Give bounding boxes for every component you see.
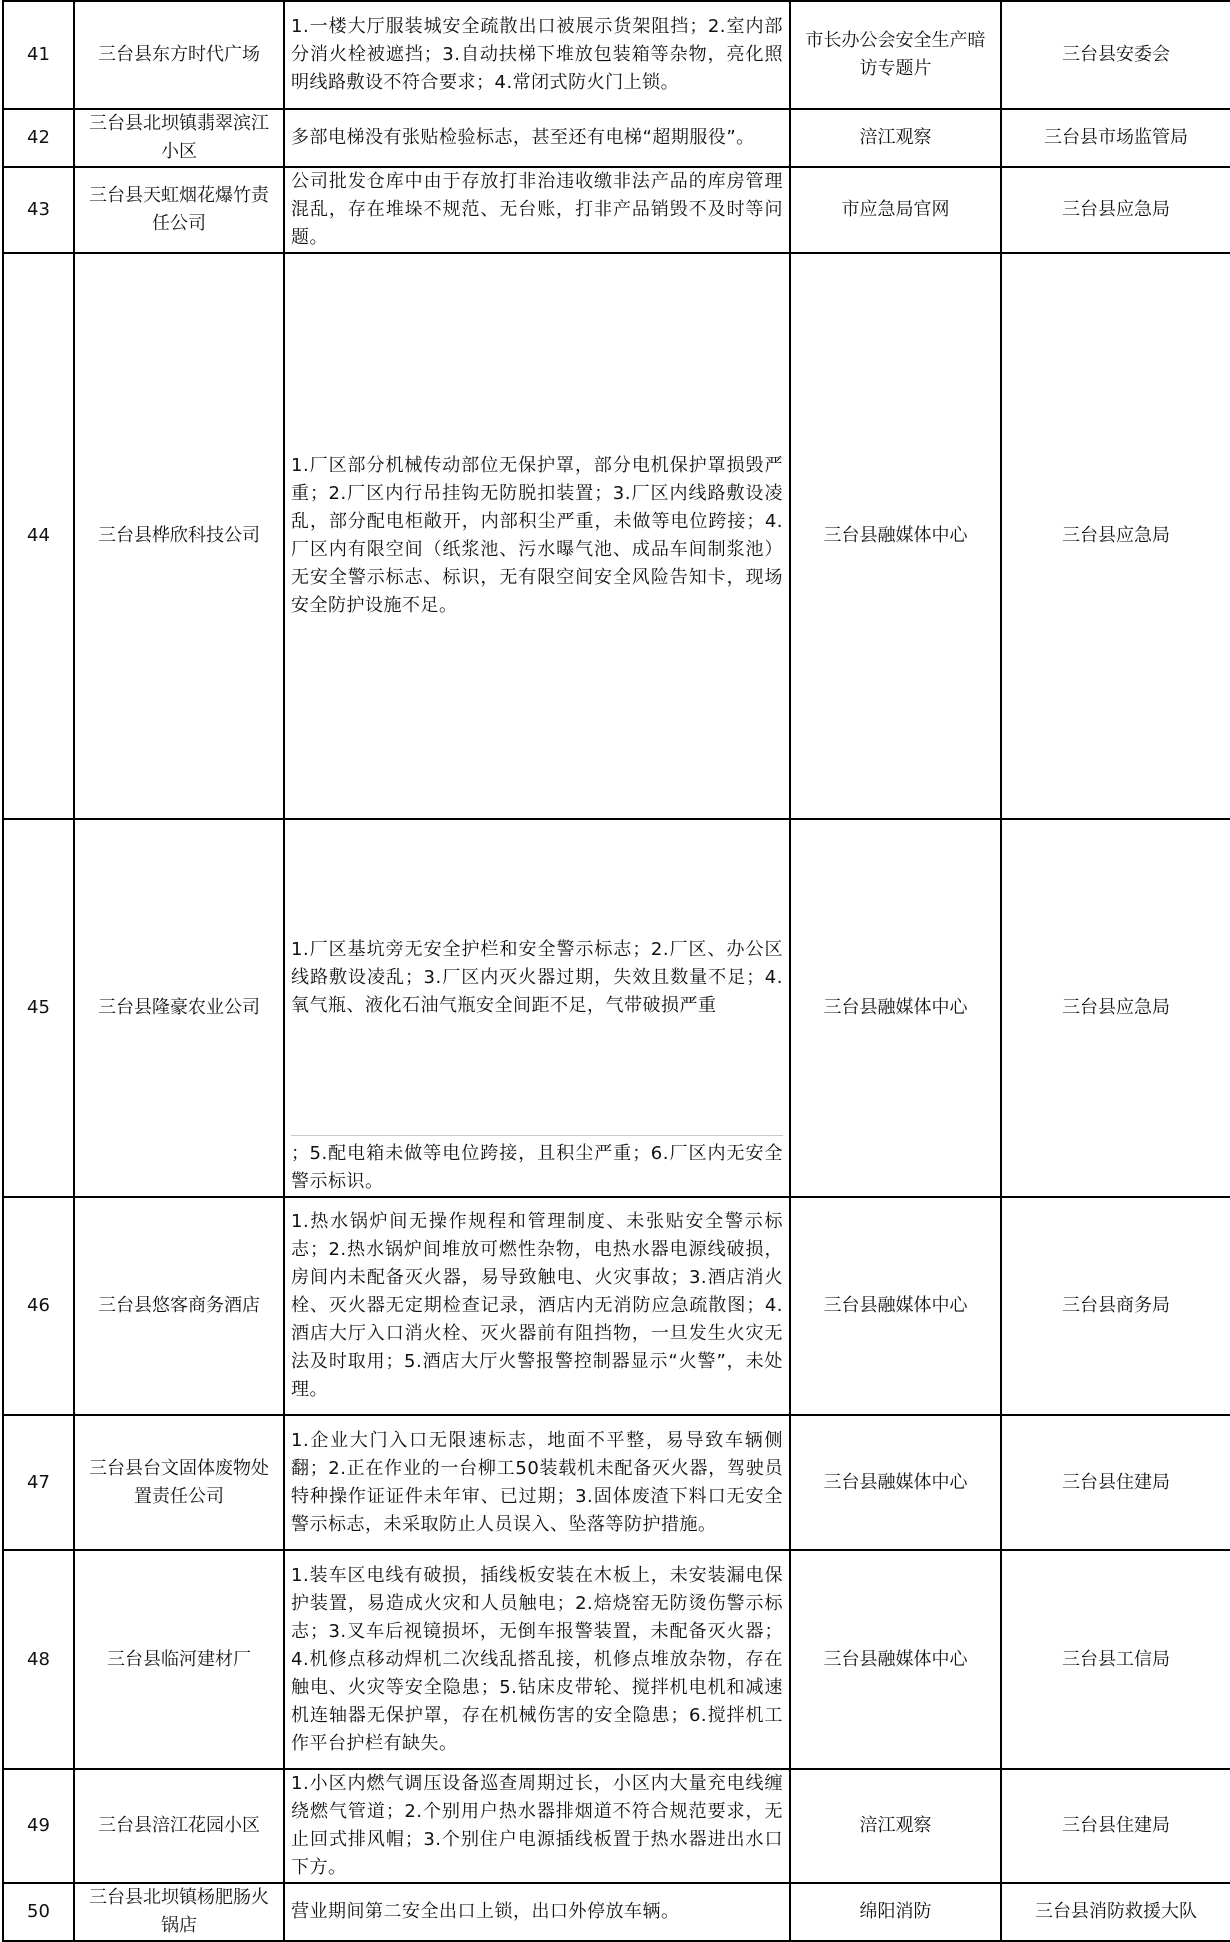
hazard-description: 公司批发仓库中由于存放打非治违收缴非法产品的库房管理混乱，存在堆垛不规范、无台账，打非产品销毁不及时等问题。 bbox=[284, 167, 790, 253]
row-number: 42 bbox=[3, 109, 74, 167]
hazard-description-main bbox=[291, 820, 783, 1135]
table-row bbox=[3, 1197, 1230, 1415]
company-name: 三台县临河建材厂 bbox=[74, 1550, 284, 1769]
row-number: 45 bbox=[3, 819, 74, 1197]
hazard-description: 1.厂区部分机械传动部位无保护罩，部分电机保护罩损毁严重；2.厂区内行吊挂钩无防脱扣装置；3.厂区内线路敷设凌乱，部分配电柜敞开，内部积尘严重，未做等电位跨接；4.厂区内有限空间（纸浆池、污水曝气池、成品车间制浆池）无安全警示标志、标识，无有限空间安全风险告知卡，现场安全防护设施不足。 bbox=[284, 253, 790, 819]
hazard-table bbox=[2, 0, 1230, 1942]
responsible-dept: 三台县应急局 bbox=[1001, 819, 1230, 1197]
source-channel: 三台县融媒体中心 bbox=[790, 819, 1001, 1197]
company-name: 三台县隆豪农业公司 bbox=[74, 819, 284, 1197]
hazard-description bbox=[284, 819, 790, 1197]
hazard-description: 1.装车区电线有破损，插线板安装在木板上，未安装漏电保护装置，易造成火灾和人员触电；2.焙烧窑无防烫伤警示标志；3.叉车后视镜损坏，无倒车报警装置，未配备灭火器；4.机修点移动焊机二次线乱搭乱接，机修点堆放杂物，存在触电、火灾等安全隐患；5.钻床皮带轮、搅拌机电机和减速机连轴器无保护罩，存在机械伤害的安全隐患；6.搅拌机工作平台护栏有缺失。 bbox=[284, 1550, 790, 1769]
company-name: 三台县桦欣科技公司 bbox=[74, 253, 284, 819]
hazard-description: 1.一楼大厅服装城安全疏散出口被展示货架阻挡；2.室内部分消火栓被遮挡；3.自动扶梯下堆放包装箱等杂物，亮化照明线路敷设不符合要求；4.常闭式防火门上锁。 bbox=[284, 1, 790, 109]
source-channel: 三台县融媒体中心 bbox=[790, 253, 1001, 819]
responsible-dept: 三台县应急局 bbox=[1001, 167, 1230, 253]
responsible-dept: 三台县消防救援大队 bbox=[1001, 1883, 1230, 1941]
hazard-description: 1.热水锅炉间无操作规程和管理制度、未张贴安全警示标志；2.热水锅炉间堆放可燃性杂物，电热水器电源线破损，房间内未配备灭火器，易导致触电、火灾事故；3.酒店消火栓、灭火器无定期检查记录，酒店内无消防应急疏散图；4.酒店大厅入口消火栓、灭火器前有阻挡物，一旦发生火灾无法及时取用；5.酒店大厅火警报警控制器显示“火警”，未处理。 bbox=[284, 1197, 790, 1415]
source-channel: 三台县融媒体中心 bbox=[790, 1197, 1001, 1415]
hazard-description-continued: ；5.配电箱未做等电位跨接，且积尘严重；6.厂区内无安全警示标识。 bbox=[291, 1135, 783, 1196]
hazard-description-text: 1.厂区基坑旁无安全护栏和安全警示标志；2.厂区、办公区线路敷设凌乱；3.厂区内灭火器过期，失效且数量不足；4.氧气瓶、液化石油气瓶安全间距不足，气带破损严重 bbox=[291, 938, 783, 1016]
company-name: 三台县北坝镇杨肥肠火锅店 bbox=[74, 1883, 284, 1941]
source-channel: 市长办公会安全生产暗访专题片 bbox=[790, 1, 1001, 109]
source-channel: 绵阳消防 bbox=[790, 1883, 1001, 1941]
company-name: 三台县台文固体废物处置责任公司 bbox=[74, 1415, 284, 1550]
source-channel: 三台县融媒体中心 bbox=[790, 1550, 1001, 1769]
hazard-description: 营业期间第二安全出口上锁，出口外停放车辆。 bbox=[284, 1883, 790, 1941]
company-name: 三台县悠客商务酒店 bbox=[74, 1197, 284, 1415]
table-row bbox=[3, 1415, 1230, 1550]
hazard-description: 多部电梯没有张贴检验标志，甚至还有电梯“超期服役”。 bbox=[284, 109, 790, 167]
row-number: 48 bbox=[3, 1550, 74, 1769]
responsible-dept: 三台县工信局 bbox=[1001, 1550, 1230, 1769]
table-row bbox=[3, 819, 1230, 1197]
hazard-description-wrapper bbox=[291, 820, 783, 1196]
hazard-description: 1.小区内燃气调压设备巡查周期过长，小区内大量充电线缠绕燃气管道；2.个别用户热水器排烟道不符合规范要求，无止回式排风帽；3.个别住户电源插线板置于热水器进出水口下方。 bbox=[284, 1769, 790, 1883]
row-number: 41 bbox=[3, 1, 74, 109]
table-row bbox=[3, 167, 1230, 253]
responsible-dept: 三台县应急局 bbox=[1001, 253, 1230, 819]
responsible-dept: 三台县商务局 bbox=[1001, 1197, 1230, 1415]
company-name: 三台县涪江花园小区 bbox=[74, 1769, 284, 1883]
source-channel: 市应急局官网 bbox=[790, 167, 1001, 253]
company-name: 三台县东方时代广场 bbox=[74, 1, 284, 109]
responsible-dept: 三台县市场监管局 bbox=[1001, 109, 1230, 167]
source-channel: 涪江观察 bbox=[790, 1769, 1001, 1883]
source-channel: 三台县融媒体中心 bbox=[790, 1415, 1001, 1550]
responsible-dept: 三台县住建局 bbox=[1001, 1415, 1230, 1550]
table-row bbox=[3, 1883, 1230, 1941]
row-number: 47 bbox=[3, 1415, 74, 1550]
table-row bbox=[3, 1550, 1230, 1769]
hazard-description: 1.企业大门入口无限速标志，地面不平整，易导致车辆侧翻；2.正在作业的一台柳工50装载机未配备灭火器，驾驶员特种操作证证件未年审、已过期；3.固体废渣下料口无安全警示标志，未采取防止人员误入、坠落等防护措施。 bbox=[284, 1415, 790, 1550]
row-number: 50 bbox=[3, 1883, 74, 1941]
table-row bbox=[3, 1, 1230, 109]
row-number: 44 bbox=[3, 253, 74, 819]
company-name: 三台县天虹烟花爆竹责任公司 bbox=[74, 167, 284, 253]
responsible-dept: 三台县住建局 bbox=[1001, 1769, 1230, 1883]
row-number: 43 bbox=[3, 167, 74, 253]
row-number: 49 bbox=[3, 1769, 74, 1883]
row-number: 46 bbox=[3, 1197, 74, 1415]
table-row bbox=[3, 109, 1230, 167]
table-row bbox=[3, 253, 1230, 819]
source-channel: 涪江观察 bbox=[790, 109, 1001, 167]
company-name: 三台县北坝镇翡翠滨江小区 bbox=[74, 109, 284, 167]
responsible-dept: 三台县安委会 bbox=[1001, 1, 1230, 109]
table-row bbox=[3, 1769, 1230, 1883]
